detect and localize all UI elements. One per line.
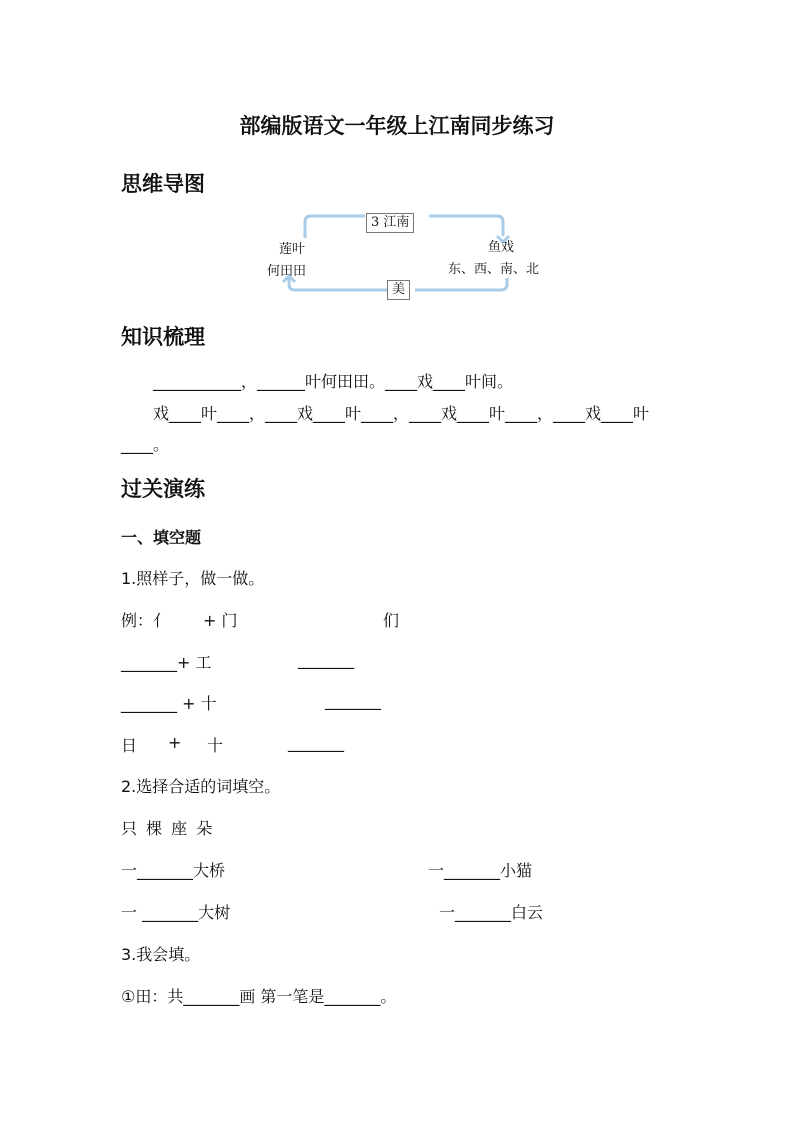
q1-row3-answer: _______ [325, 691, 381, 710]
mind-map-title-box: 3 江南 [366, 213, 414, 233]
q2-prompt: 2.选择合适的词填空。 [121, 777, 281, 796]
mind-map-right-line2: 东、西、南、北 [448, 262, 540, 277]
page-title: 部编版语文一年级上江南同步练习 [239, 114, 555, 138]
part1-heading: 一、填空题 [121, 528, 202, 547]
q1-row4-char2: 十 [207, 736, 224, 755]
q3-item-1: ①田：共_______画 第一笔是_______。 [121, 987, 397, 1006]
q2-item-b: 一_______小猫 [428, 861, 533, 880]
q1-row2-left: _______+ 工 [121, 653, 212, 672]
q1-prompt: 1.照样子，做一做。 [121, 569, 265, 588]
q2-item-a: 一_______大桥 [121, 861, 226, 880]
connector-top-right [429, 216, 503, 236]
q1-example-result: 们 [383, 611, 400, 630]
knowledge-line-1: ___________，______叶何田田。____戏____叶间。 [153, 372, 514, 391]
q2-options: 只 棵 座 朵 [121, 819, 213, 838]
section-heading-mindmap: 思维导图 [121, 172, 205, 196]
q1-row4-plus: + [168, 733, 182, 752]
q1-example-plus: + 门 [203, 611, 238, 630]
q1-row4-char1: 日 [121, 736, 138, 755]
mind-map-bottom-box: 美 [387, 280, 410, 300]
connector-bottom-right [415, 278, 507, 290]
mind-map [265, 208, 560, 303]
q1-row3-left: _______ + 十 [121, 694, 217, 713]
section-heading-practice: 过关演练 [121, 477, 205, 501]
q1-example-label: 例：亻 [121, 611, 170, 630]
q2-item-c: 一 _______大树 [121, 903, 231, 922]
q2-item-d: 一_______白云 [439, 903, 544, 922]
q1-row2-answer: _______ [298, 650, 354, 669]
q1-row4-answer: _______ [288, 733, 344, 752]
q3-prompt: 3.我会填。 [121, 945, 201, 964]
mind-map-left-line1: 莲叶 [279, 242, 306, 257]
section-heading-knowledge: 知识梳理 [121, 325, 205, 349]
connector-top-left [305, 216, 365, 238]
mind-map-right-line1: 鱼戏 [488, 240, 515, 255]
knowledge-line-3: ____。 [121, 435, 170, 454]
mind-map-left-line2: 何田田 [267, 264, 307, 279]
knowledge-line-2: 戏____叶____，____戏____叶____，____戏____叶____，____戏____叶 [153, 404, 650, 423]
